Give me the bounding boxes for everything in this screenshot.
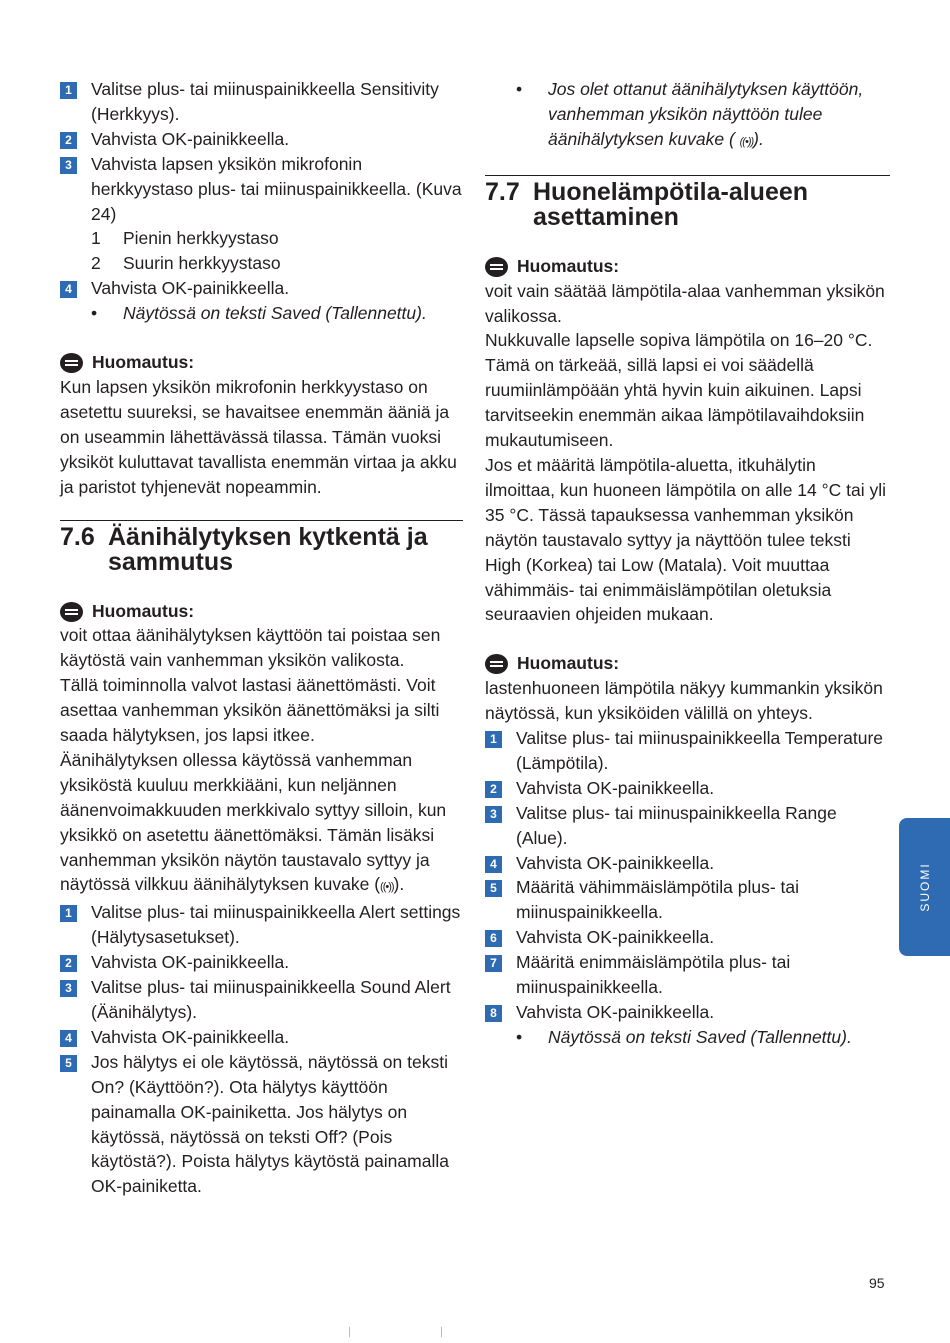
step-item: [60, 1025, 463, 1050]
step-number-badge: 2: [60, 955, 77, 972]
step-text: Vahvista OK-painikkeella.: [91, 128, 290, 149]
bullet-dot: •: [516, 1026, 523, 1047]
step-text: Vahvista OK-painikkeella.: [91, 1026, 290, 1047]
step-item: [60, 152, 463, 227]
step-item: [485, 925, 890, 950]
note-icon: [485, 257, 508, 277]
result-bullet: [485, 77, 890, 155]
note-title: Huomautus:: [92, 352, 195, 373]
left-column: [60, 77, 463, 1199]
step-item: [485, 851, 890, 876]
page-number: 95: [869, 1275, 885, 1291]
step-number-badge: 6: [485, 930, 502, 947]
note-title: Huomautus:: [517, 255, 620, 276]
step-number-badge: 1: [485, 731, 502, 748]
result-bullet: [60, 301, 463, 326]
step-text: Valitse plus- tai miinuspainikkeella Sensitivity (Herkkyys).: [91, 79, 439, 124]
note-heading: [485, 651, 890, 676]
note-heading: [485, 254, 890, 279]
step-number-badge: 1: [60, 905, 77, 922]
step-item: [60, 127, 463, 152]
step-text: Valitse plus- tai miinuspainikkeella Temperature (Lämpötila).: [516, 728, 884, 773]
section-heading: [485, 175, 890, 230]
note-text: Nukkuvalle lapselle sopiva lämpötila on 16–20 °C. Tämä on tärkeää, sillä lapsi ei voi säädellä ruumiinlämpöään yhtä hyvin kuin aikuinen. Lapsi tarvitseekin enemmän aikaa lämpötilavaihdoksiin mukautumiseen.: [485, 330, 873, 451]
step-text: Määritä enimmäislämpötila plus- tai miinuspainikkeella.: [516, 952, 791, 998]
sub-text: Suurin herkkyystaso: [123, 253, 281, 274]
step-item: [60, 975, 463, 1025]
note-text: voit ottaa äänihälytyksen käyttöön tai poistaa sen käytöstä vain vanhemman yksikön valikosta.: [60, 625, 441, 671]
note-text: Jos et määritä lämpötila-aluetta, itkuhälytin ilmoittaa, kun huoneen lämpötila on alle 14 °C tai yli 35 °C. Tässä tapauksessa vanhemman yksikön näytön taustavalo syttyy ja näyttöön tulee teksti High (Korkea) tai Low (Matala). Voit muuttaa vähimmäis- tai enimmäislämpötilan oletuksia seuraavien ohjeiden mukaan.: [485, 454, 886, 625]
note-title: Huomautus:: [92, 600, 195, 621]
note-text: [60, 748, 463, 900]
section-title: Huonelämpötila-alueen asettaminen: [533, 177, 809, 231]
bullet-text: Näytössä on teksti Saved (Tallennettu).: [123, 303, 427, 324]
step-number-badge: 1: [60, 82, 77, 99]
step-item: [60, 900, 463, 950]
section-number: 7.6: [60, 522, 95, 551]
step-text: Vahvista lapsen yksikön mikrofonin herkkyystaso plus- tai miinuspainikkeella. (Kuva 24): [91, 153, 462, 224]
step-item: [485, 726, 890, 776]
step-text: Valitse plus- tai miinuspainikkeella Alert settings (Hälytysasetukset).: [91, 902, 461, 948]
crop-mark: [441, 1327, 442, 1337]
note-icon: [485, 654, 508, 674]
step-number-badge: 8: [485, 1005, 502, 1022]
sub-item: [60, 251, 463, 276]
note-text: voit vain säätää lämpötila-alaa vanhemman yksikön valikossa.: [485, 280, 885, 326]
note-text: Kun lapsen yksikön mikrofonin herkkyystaso on asetettu suureksi, se havaitsee enemmän ääniä ja on useammin lähettävässä tilassa. Tämän vuoksi yksiköt kuluttavat tavallista enemmän virtaa ja akku ja paristot tyhjenevät nopeammin.: [60, 376, 457, 497]
step-number-badge: 4: [60, 281, 77, 298]
step-text: Vahvista OK-painikkeella.: [91, 952, 290, 973]
step-number-badge: 2: [485, 781, 502, 798]
note-text-part: Äänihälytyksen ollessa käytössä vanhemman yksiköstä kuuluu merkkiääni, kun neljännen äänenvoimakkuuden merkkivalo syttyy silloin, kun yksikkö on asetettu äänettömäksi. Tämän lisäksi vanhemman yksikön näytön taustavalo syttyy ja näytössä vilkkuu äänihälytyksen kuvake (: [60, 749, 447, 895]
language-side-tab: [899, 818, 950, 956]
step-item: [485, 950, 890, 1000]
step-number-badge: 3: [485, 806, 502, 823]
step-item: [485, 801, 890, 851]
note-text-end: ).: [393, 874, 405, 895]
right-column: [485, 77, 890, 1050]
step-text: Vahvista OK-painikkeella.: [91, 278, 290, 299]
sub-number: 2: [91, 253, 101, 274]
note-text: Tällä toiminnolla valvot lastasi äänettömästi. Voit asettaa vanhemman yksikön äänettömäksi ja silti saada hälytyksen, jos lapsi itkee.: [60, 675, 440, 746]
note-text: lastenhuoneen lämpötila näkyy kummankin yksikön näytössä, kun yksiköiden välillä on yhteys.: [485, 678, 883, 724]
sub-item: [60, 226, 463, 251]
crop-mark: [349, 1327, 350, 1337]
note-icon: [60, 602, 83, 622]
bullet-text: Jos olet ottanut äänihälytyksen käyttöön, vanhemman yksikön näyttöön tulee äänihälytyksen kuvake (: [548, 79, 864, 149]
step-item: [485, 875, 890, 925]
step-number-badge: 5: [60, 1055, 77, 1072]
step-item: [485, 776, 890, 801]
step-text: Valitse plus- tai miinuspainikkeella Range (Alue).: [516, 802, 837, 848]
step-number-badge: 5: [485, 880, 502, 897]
step-number-badge: 2: [60, 132, 77, 149]
step-text: Määritä vähimmäislämpötila plus- tai miinuspainikkeella.: [516, 877, 800, 923]
section-title: Äänihälytyksen kytkentä ja sammutus: [108, 522, 428, 576]
step-number-badge: 7: [485, 955, 502, 972]
step-text: Vahvista OK-painikkeella.: [516, 1002, 715, 1022]
step-text: Vahvista OK-painikkeella.: [516, 927, 715, 948]
section-heading: [60, 520, 463, 575]
bullet-dot: •: [516, 79, 523, 99]
section-number: 7.7: [485, 177, 520, 206]
note-heading: [60, 350, 463, 375]
sub-text: Pienin herkkyystaso: [123, 228, 279, 249]
bullet-text: Näytössä on teksti Saved (Tallennettu).: [548, 1026, 852, 1047]
step-number-badge: 3: [60, 980, 77, 997]
step-number-badge: 4: [485, 856, 502, 873]
step-item: [60, 276, 463, 301]
sub-number: 1: [91, 228, 101, 249]
step-item: [60, 950, 463, 975]
note-heading: [60, 599, 463, 624]
step-number-badge: 3: [60, 157, 77, 174]
note-icon: [60, 353, 83, 373]
sound-alert-icon: ((•)): [380, 881, 394, 894]
step-text: Vahvista OK-painikkeella.: [516, 777, 715, 798]
note-title: Huomautus:: [517, 653, 620, 674]
step-item: [485, 1000, 890, 1025]
step-item: [60, 77, 463, 127]
result-bullet: [485, 1025, 890, 1050]
step-number-badge: 4: [60, 1030, 77, 1047]
bullet-text-end: ).: [753, 128, 764, 149]
language-label: SUOMI: [917, 862, 932, 912]
step-text: Vahvista OK-painikkeella.: [516, 852, 715, 873]
sound-alert-icon: ((•)): [739, 135, 754, 148]
step-text: Jos hälytys ei ole käytössä, näytössä on teksti On? (Käyttöön?). Ota hälytys käyttöön painamalla OK-painiketta. Jos hälytys on käytössä, näytössä on teksti Off? (Pois käytöstä?). Poista hälytys käytöstä painamalla OK-painiketta.: [91, 1051, 449, 1197]
step-item: [60, 1050, 463, 1199]
step-text: Valitse plus- tai miinuspainikkeella Sound Alert (Äänihälytys).: [91, 977, 451, 1022]
bullet-dot: •: [91, 303, 98, 324]
